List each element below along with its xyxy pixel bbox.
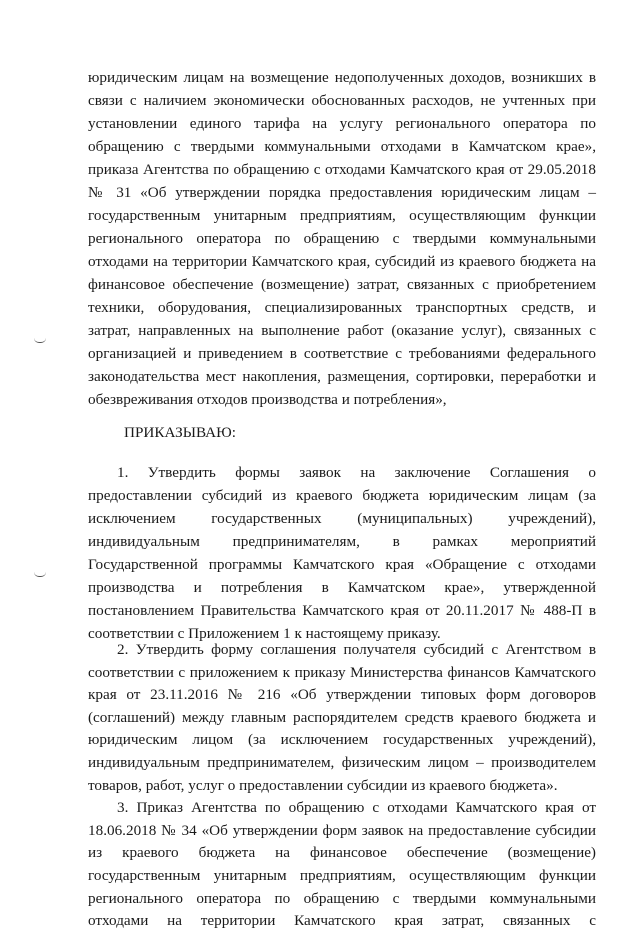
text-line: № 31 «Об утверждении порядка предоставления юридическим лицам – [88,184,596,201]
text-line: Государственной программы Камчатского края «Обращение с отходами [88,556,596,573]
text-line: 18.06.2018 № 34 «Об утверждении форм заявок на предоставление субсидии [88,821,596,839]
text-line: соответствии с Приложением 1 к настоящему приказу. [88,625,441,642]
text-line: юридическим лицам на возмещение недополученных доходов, возникших в [88,69,596,86]
text-line: предоставлении субсидий из краевого бюджета юридическим лицам (за [88,487,596,504]
text-line: 1. Утвердить формы заявок на заключение Соглашения о [117,464,596,481]
text-line: государственным унитарным предприятиям, осуществляющим функции [88,867,596,884]
text-line: индивидуальным предпринимателем, физическим лицом – производителем [88,754,596,771]
text-line: регионального оператора по обращению с твердыми коммунальными [88,889,596,907]
text-line: государственным унитарным предприятиям, осуществляющим функции [88,207,596,224]
text-line: (соглашений) между главным распорядителем средств краевого бюджета и [88,708,596,726]
text-line: юридическим лицом (за исключением государственных учреждений), [88,731,596,749]
text-line: приказа Агентства по обращению с отходами Камчатского края от 29.05.2018 [88,161,596,178]
text-line: отходами на территории Камчатского края затрат, связанных с [88,912,596,930]
text-line: края от 23.11.2016 № 216 «Об утверждении типовых форм договоров [88,686,596,704]
text-line: связи с наличием экономически обоснованных расходов, не учтенных при [88,92,596,109]
text-line: исключением государственных (муниципальных) учреждений), [88,510,596,527]
text-line: затрат, направленных на выполнение работ (оказание услуг), связанных с [88,322,596,339]
text-line: регионального оператора по обращению с твердыми коммунальными [88,230,596,247]
text-line: 3. Приказ Агентства по обращению с отходами Камчатского края от [117,799,596,817]
text-line: соответствии с приложением к приказу Министерства финансов Камчатского [88,663,596,681]
text-line: обезвреживания отходов производства и потребления», [88,391,447,408]
binding-mark [34,572,46,577]
text-line: техники, оборудования, специализированных транспортных средств, и [88,299,596,316]
text-line: установлении единого тарифа на услугу регионального оператора по [88,115,596,132]
binding-mark [34,338,46,343]
text-line: организацией и приведением в соответствие с требованиями федерального [88,345,596,362]
text-line: отходами на территории Камчатского края, субсидий из краевого бюджета на [88,253,596,270]
text-line: товаров, работ, услуг о предоставлении субсидии из краевого бюджета». [88,776,558,794]
text-line: из краевого бюджета на финансовое обеспечение (возмещение) [88,844,596,862]
text-line: 2. Утвердить форму соглашения получателя субсидий с Агентством в [117,641,596,658]
text-line: постановлением Правительства Камчатского края от 20.11.2017 № 488-П в [88,602,596,619]
text-line: производства и потребления в Камчатском крае», утвержденной [88,579,596,596]
text-line: индивидуальным предпринимателям, в рамках мероприятий [88,533,596,550]
order-heading: ПРИКАЗЫВАЮ: [124,424,236,441]
text-line: законодательства мест накопления, размещения, сортировки, переработки и [88,368,596,385]
text-line: финансовое обеспечение (возмещение) затрат, связанных с приобретением [88,276,596,293]
text-line: обращению с твердыми коммунальными отходами в Камчатском крае», [88,138,596,155]
